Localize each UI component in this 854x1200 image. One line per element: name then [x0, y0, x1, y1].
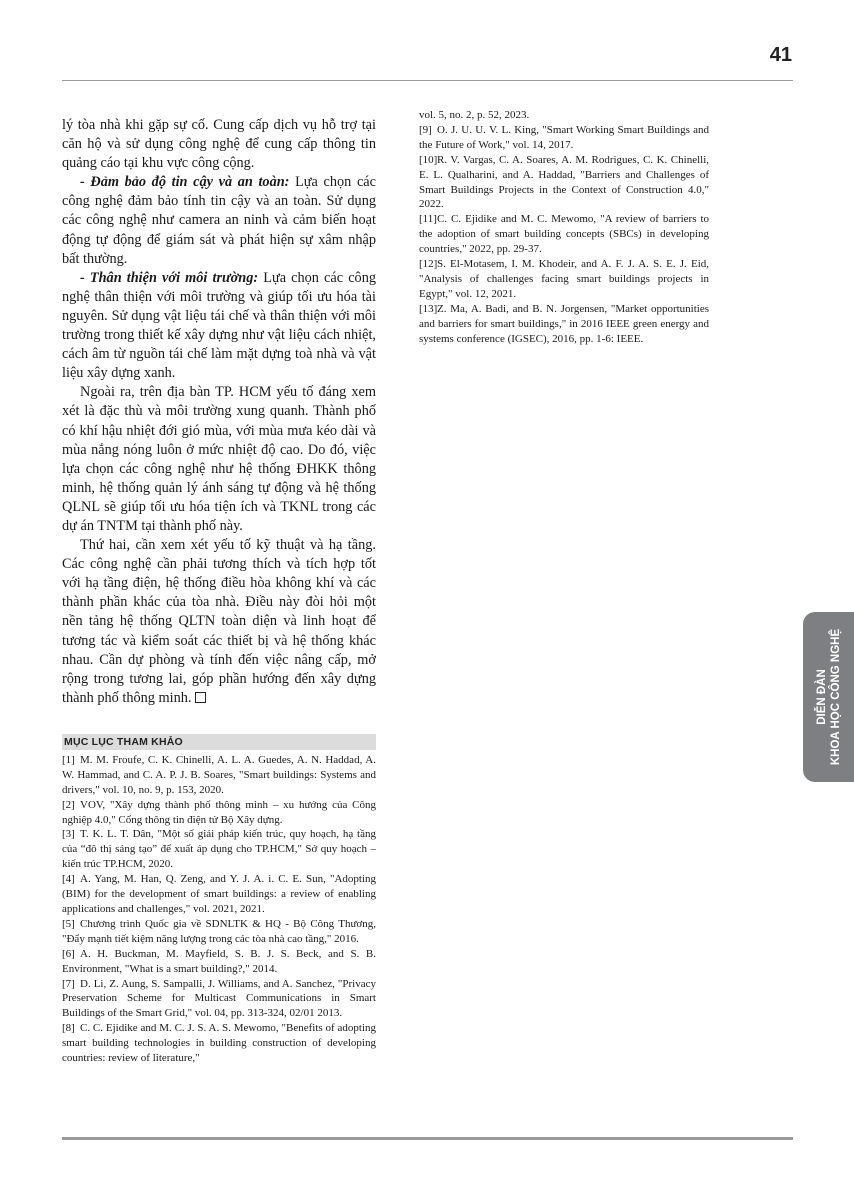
- reference-text: O. J. U. U. V. L. King, "Smart Working Smart Buildings and the Future of Work," vol. 14, 2017.: [419, 123, 709, 151]
- paragraph-4: Ngoài ra, trên địa bàn TP. HCM yếu tố đáng xem xét là đặc thù và môi trường xung quanh. Thành phố có khí hậu nhiệt đới gió mùa, với mùa mưa kéo dài và mùa nắng nóng luôn ở mức nhiệt độ cao. Do đó, việc lựa chọn các công nghệ như hệ thống ĐHKK thông minh, hệ thống quản lý ánh sáng tự động và hệ thống QLNL sẽ giúp tối ưu hóa tiện ích và TKNL trong các dự án TNTM tại thành phố này.: [62, 384, 376, 534]
- end-of-article-square-icon: [195, 692, 206, 703]
- paragraph-3: [62, 269, 376, 384]
- reference-text: C. C. Ejidike and M. C. Mewomo, "A review of barriers to the adoption of smart building concepts (SBCs) in developing countries," 2022, pp. 29-37.: [419, 213, 709, 256]
- reference-number: [1]: [62, 753, 75, 766]
- reference-number: [2]: [62, 798, 75, 811]
- paragraph-2-lead: - Đảm bảo độ tin cậy và an toàn:: [80, 174, 290, 191]
- reference-text: C. C. Ejidike and M. C. J. S. A. S. Mewomo, "Benefits of adopting smart building technologies in building construction of developing countries: review of literature,": [62, 1022, 376, 1065]
- reference-item: [62, 872, 376, 917]
- reference-item: [62, 977, 376, 1022]
- reference-item: [62, 827, 376, 872]
- reference-item: [62, 947, 376, 977]
- paragraph-3-lead: - Thân thiện với môi trường:: [80, 269, 259, 286]
- reference-item: [62, 917, 376, 947]
- reference-text: VOV, "Xây dựng thành phố thông minh – xu hướng của Công nghiệp 4.0," Cổng thông tin điện tử Bộ Xây dựng.: [62, 798, 376, 826]
- reference-text: R. V. Vargas, C. A. Soares, A. M. Rodrigues, C. K. Chinelli, E. L. Qualharini, and A. Haddad, "Barriers and Challenges of Smart Buildings Projects in the Context of Construction 4.0," 2022.: [419, 153, 709, 211]
- reference-number: [3]: [62, 828, 75, 841]
- reference-item: [62, 798, 376, 828]
- reference-text: M. M. Froufe, C. K. Chinelli, A. L. A. Guedes, A. N. Haddad, A. W. Hammad, and C. A. P. J. B. Soares, "Smart buildings: Systems and drivers," vol. 10, no. 9, p. 153, 2020.: [62, 753, 376, 796]
- paragraph-2-text: Lựa chọn các công nghệ đảm bảo tính tin cậy và an toàn. Sử dụng các công nghệ như camera an ninh và cảm biến hoạt động tự động để giám sát và phát hiện sự xâm nhập bất thường.: [62, 174, 376, 267]
- page-number: 41: [769, 44, 792, 66]
- footer-divider: [62, 1137, 793, 1140]
- section-side-tab-label: [815, 629, 843, 765]
- paragraph-2: [62, 173, 376, 268]
- reference-item: [419, 153, 709, 213]
- reference-number: [11]: [419, 213, 437, 226]
- reference-text: A. H. Buckman, M. Mayfield, S. B. J. S. Beck, and S. B. Environment, "What is a smart building?," 2014.: [62, 947, 376, 975]
- header-divider: [62, 80, 793, 81]
- reference-item: [419, 123, 709, 153]
- reference-item: [62, 1021, 376, 1066]
- reference-continuation: vol. 5, no. 2, p. 52, 2023.: [419, 109, 530, 121]
- reference-item: [419, 302, 709, 347]
- reference-number: [4]: [62, 873, 75, 886]
- paragraph-3-text: Lựa chọn các công nghệ thân thiện với môi trường và giúp tối ưu hóa tài nguyên. Sử dụng vật liệu tái chế và thân thiện với môi trường trong thiết kế xây dựng như vật liệu cách nhiệt, cách âm từ nguồn tái chế làm mặt dựng toà nhà và vật liệu xây dựng xanh.: [62, 269, 376, 382]
- reference-text: Z. Ma, A. Badi, and B. N. Jorgensen, "Market opportunities and barriers for smart buildings," in 2016 IEEE green energy and systems conference (IGSEC), 2016, pp. 1-6: IEEE.: [419, 302, 709, 345]
- paragraph-5: [62, 536, 376, 708]
- reference-text: D. Li, Z. Aung, S. Sampalli, J. Williams, and A. Sanchez, "Privacy Preservation Scheme for Multicast Communications in Smart Buildings of the Smart Grid," vol. 04, pp. 313-324, 02/01 2013.: [62, 977, 376, 1020]
- reference-number: [9]: [419, 123, 432, 136]
- reference-number: [8]: [62, 1022, 75, 1035]
- right-column: [419, 108, 709, 347]
- reference-number: [6]: [62, 947, 75, 960]
- reference-item: [419, 257, 709, 302]
- side-tab-line-1: DIỄN ĐÀN: [815, 669, 828, 725]
- article-body: [62, 116, 376, 708]
- reference-item: [62, 753, 376, 798]
- paragraph-1: lý tòa nhà khi gặp sự cố. Cung cấp dịch vụ hỗ trợ tại căn hộ và sử dụng công nghệ để cung cấp thông tin quảng cáo tại khu vực công cộng.: [62, 117, 376, 172]
- references-list-right: [419, 123, 709, 347]
- reference-number: [7]: [62, 977, 75, 990]
- side-tab-line-2: KHOA HỌC CÔNG NGHỆ: [829, 628, 842, 766]
- reference-number: [5]: [62, 917, 75, 930]
- reference-number: [12]: [419, 258, 438, 271]
- references-heading: MỤC LỤC THAM KHẢO: [62, 734, 376, 750]
- paragraph-5-text: Thứ hai, cần xem xét yếu tố kỹ thuật và hạ tầng. Các công nghệ cần phải tương thích và tích hợp tốt với hạ tầng điện, hệ thống điều hòa không khí và các thành phần khác của tòa nhà. Điều này đòi hỏi một nền tảng hệ thống QLTN toàn diện và linh hoạt để tương tác và kiểm soát các thiết bị và hệ thống khác nhau. Cần dự phòng và tính đến việc nâng cấp, mở rộng trong tương lai, góp phần hướng đến xây dựng thành phố thông minh.: [62, 537, 376, 706]
- reference-item: [419, 212, 709, 257]
- reference-text: A. Yang, M. Han, Q. Zeng, and Y. J. A. i. C. E. Sun, "Adopting (BIM) for the development of smart buildings: a review of enabling applications and challenges," vol. 2021, 2021.: [62, 873, 376, 915]
- reference-number: [13]: [419, 302, 438, 315]
- reference-number: [10]: [419, 153, 438, 166]
- left-column: [62, 116, 376, 1066]
- references-list-left: [62, 753, 376, 1066]
- reference-text: T. K. L. T. Dân, "Một số giải pháp kiến trúc, quy hoạch, hạ tầng của “đô thị sáng tạo” để xuất áp dụng cho TP.HCM," Sở quy hoạch – kiến trúc TP.HCM, 2020.: [62, 828, 376, 871]
- reference-text: S. El-Motasem, I. M. Khodeir, and A. F. J. A. S. E. J. Eid, "Analysis of challenges facing smart buildings projects in Egypt," vol. 12, 2021.: [419, 258, 709, 300]
- reference-text: Chương trình Quốc gia về SDNLTK & HQ - Bộ Công Thương, "Đẩy mạnh tiết kiệm năng lượng trong các tòa nhà cao tầng," 2016.: [62, 917, 376, 945]
- section-side-tab: [803, 612, 854, 782]
